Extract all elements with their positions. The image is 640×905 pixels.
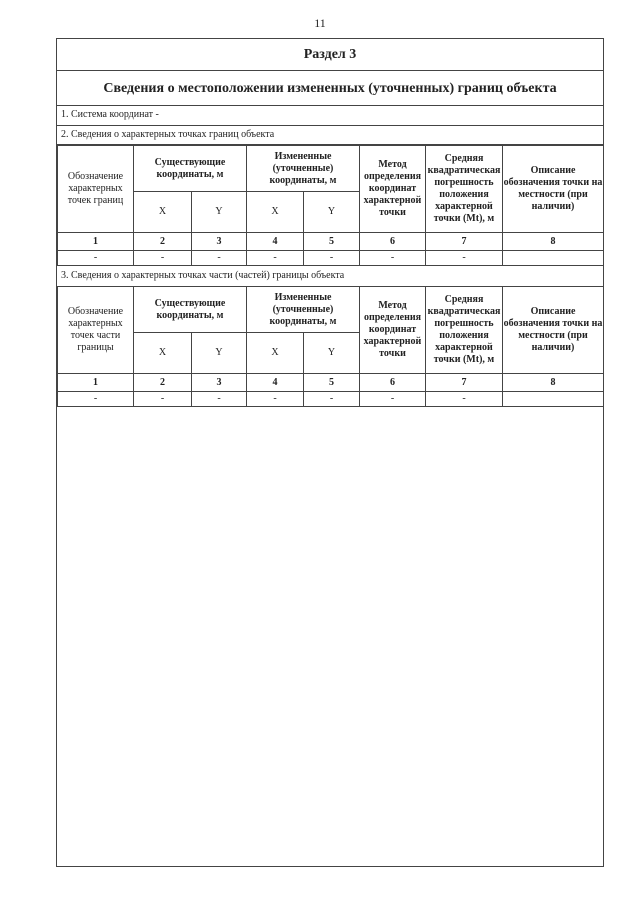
column-number: 3	[192, 374, 247, 392]
table-cell: -	[426, 392, 503, 407]
header-method: Метод определения координат характерной точки	[360, 287, 426, 374]
header-x-existing: X	[134, 192, 192, 233]
column-number: 1	[58, 233, 134, 251]
header-x-changed: X	[247, 192, 304, 233]
boundary-points-table	[57, 145, 604, 266]
header-error: Средняя квадратическая погрешность положения характерной точки (Mt), м	[426, 146, 503, 233]
coordinate-system-line: 1. Система координат -	[57, 106, 603, 126]
header-error: Средняя квадратическая погрешность положения характерной точки (Mt), м	[426, 287, 503, 374]
column-number: 8	[503, 233, 604, 251]
column-number: 4	[247, 374, 304, 392]
column-number: 5	[304, 233, 360, 251]
header-description: Описание обозначения точки на местности (при наличии)	[503, 287, 604, 374]
header-point-designation: Обозначение характерных точек границ	[58, 146, 134, 233]
header-y-existing: Y	[192, 333, 247, 374]
column-number: 5	[304, 374, 360, 392]
table-cell: -	[58, 251, 134, 266]
part-boundary-points-table	[57, 286, 604, 407]
header-existing-coords: Существующие координаты, м	[134, 287, 247, 333]
table-cell: -	[134, 251, 192, 266]
table-cell	[503, 392, 604, 407]
table-row	[58, 392, 604, 407]
table-cell: -	[304, 251, 360, 266]
table-cell: -	[247, 392, 304, 407]
column-number: 4	[247, 233, 304, 251]
column-number: 3	[192, 233, 247, 251]
header-point-designation: Обозначение характерных точек части границы	[58, 287, 134, 374]
table-cell: -	[426, 251, 503, 266]
header-y-changed: Y	[304, 192, 360, 233]
column-number: 6	[360, 233, 426, 251]
header-x-existing: X	[134, 333, 192, 374]
column-number: 7	[426, 233, 503, 251]
header-y-existing: Y	[192, 192, 247, 233]
table-cell: -	[192, 251, 247, 266]
header-existing-coords: Существующие координаты, м	[134, 146, 247, 192]
header-changed-coords: Измененные (уточненные) координаты, м	[247, 287, 360, 333]
table-cell	[503, 251, 604, 266]
header-x-changed: X	[247, 333, 304, 374]
table-cell: -	[360, 251, 426, 266]
table-cell: -	[247, 251, 304, 266]
table-cell: -	[58, 392, 134, 407]
column-number: 1	[58, 374, 134, 392]
header-y-changed: Y	[304, 333, 360, 374]
column-number: 7	[426, 374, 503, 392]
part-boundary-heading: 3. Сведения о характерных точках части (частей) границы объекта	[61, 270, 345, 281]
header-description: Описание обозначения точки на местности (при наличии)	[503, 146, 604, 233]
header-changed-coords: Измененные (уточненные) координаты, м	[247, 146, 360, 192]
column-number: 6	[360, 374, 426, 392]
column-number: 8	[503, 374, 604, 392]
table-cell: -	[304, 392, 360, 407]
section-title: Раздел 3	[57, 39, 603, 71]
table-cell: -	[134, 392, 192, 407]
table-cell: -	[192, 392, 247, 407]
column-number: 2	[134, 233, 192, 251]
boundary-points-heading: 2. Сведения о характерных точках границ объекта	[57, 126, 603, 145]
header-method: Метод определения координат характерной точки	[360, 146, 426, 233]
table-cell: -	[360, 392, 426, 407]
table-row	[58, 251, 604, 266]
section-subtitle: Сведения о местоположении измененных (уточненных) границ объекта	[57, 71, 603, 106]
page-number: 11	[314, 16, 326, 30]
column-number: 2	[134, 374, 192, 392]
document-frame	[56, 38, 604, 867]
